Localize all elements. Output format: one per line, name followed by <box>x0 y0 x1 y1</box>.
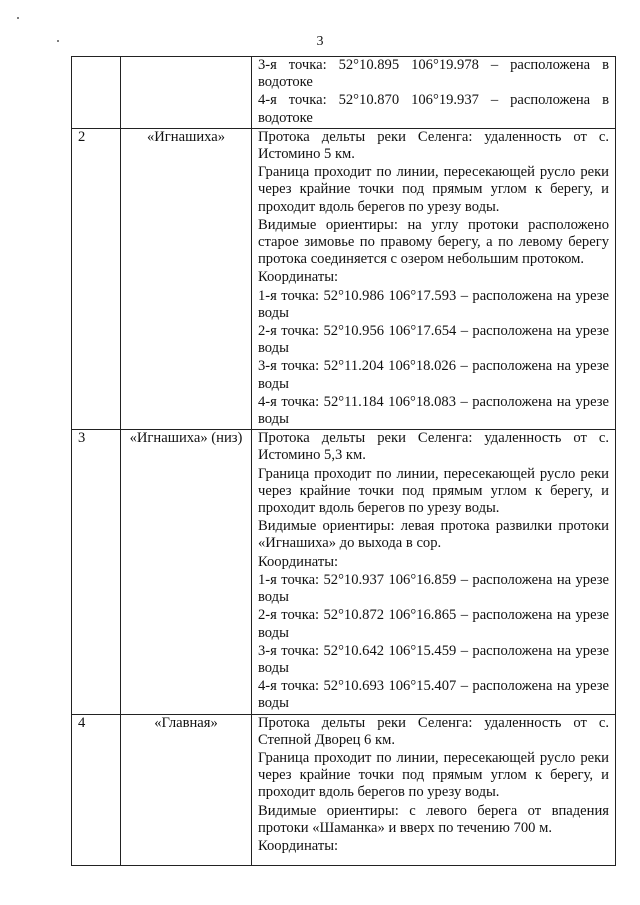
description-paragraph: 1-я точка: 52°10.937 106°16.859 – расположена на урезе воды <box>258 571 609 606</box>
description-paragraph: Протока дельты реки Селенга: удаленность от с. Истомино 5 км. <box>258 128 609 163</box>
row-number: 3 <box>72 430 121 714</box>
description-paragraph: Граница проходит по линии, пересекающей русло реки через крайние точки под прямым углом к берегу, и проходит вдоль берегов по урезу воды. <box>258 465 609 517</box>
row-number <box>72 57 121 129</box>
description-paragraph: 2-я точка: 52°10.956 106°17.654 – расположена на урезе воды <box>258 323 609 357</box>
table-row <box>72 430 616 714</box>
table-row <box>72 57 616 129</box>
description-paragraph: Видимые ориентиры: левая протока развилки протоки «Игнашиха» до выхода в сор. <box>258 518 609 552</box>
description-paragraph: 4-я точка: 52°10.870 106°19.937 – расположена в водотоке <box>258 92 609 126</box>
description-paragraph: 3-я точка: 52°10.895 106°19.978 – расположена в водотоке <box>258 57 609 91</box>
channel-name <box>121 57 252 129</box>
description-paragraph: 4-я точка: 52°11.184 106°18.083 – расположена на урезе воды <box>258 393 609 428</box>
description-paragraph: 2-я точка: 52°10.872 106°16.865 – расположена на урезе воды <box>258 607 609 641</box>
description-paragraph: Граница проходит по линии, пересекающей русло реки через крайние точки под прямым углом к берегу, и проходит вдоль берегов по урезу воды. <box>258 749 609 801</box>
coordinates-table <box>71 56 616 866</box>
scan-speck <box>17 17 19 19</box>
channel-name: «Игнашиха» <box>121 128 252 429</box>
description-paragraph: Граница проходит по линии, пересекающей русло реки через крайние точки под прямым углом к берегу, и проходит вдоль берегов по урезу воды. <box>258 164 609 215</box>
page-number: 3 <box>316 34 324 49</box>
description-paragraph: 4-я точка: 52°10.693 106°15.407 – расположена на урезе воды <box>258 678 609 712</box>
description-cell <box>252 430 616 714</box>
description-paragraph: 3-я точка: 52°11.204 106°18.026 – расположена на урезе воды <box>258 358 609 392</box>
description-paragraph: Координаты: <box>258 269 339 286</box>
description-paragraph: 3-я точка: 52°10.642 106°15.459 – расположена на урезе воды <box>258 642 609 676</box>
description-paragraph: 1-я точка: 52°10.986 106°17.593 – расположена на урезе воды <box>258 287 609 321</box>
description-cell <box>252 128 616 429</box>
description-paragraph: Протока дельты реки Селенга: удаленность от с. Степной Дворец 6 км. <box>258 714 609 748</box>
description-cell <box>252 714 616 865</box>
description-paragraph: Протока дельты реки Селенга: удаленность от с. Истомино 5,3 км. <box>258 430 609 464</box>
description-paragraph: Видимые ориентиры: на углу протоки расположено старое зимовье по правому берегу, а по левому берегу протока соединяется с озером небольшим протоком. <box>258 216 609 268</box>
description-paragraph: Видимые ориентиры: с левого берега от впадения протоки «Шаманка» и вверх по течению 700 м. <box>258 802 609 836</box>
channel-name: «Главная» <box>121 714 252 865</box>
row-number: 4 <box>72 714 121 865</box>
description-cell <box>252 57 616 129</box>
table-row <box>72 128 616 429</box>
table-row <box>72 714 616 865</box>
scan-speck <box>57 40 59 42</box>
description-paragraph: Координаты: <box>258 553 339 570</box>
row-number: 2 <box>72 128 121 429</box>
description-paragraph: Координаты: <box>258 837 339 854</box>
channel-name: «Игнашиха» (низ) <box>121 430 252 714</box>
